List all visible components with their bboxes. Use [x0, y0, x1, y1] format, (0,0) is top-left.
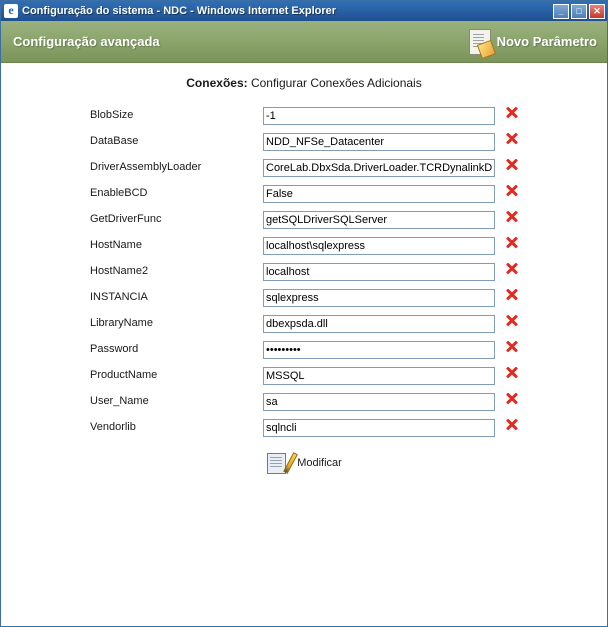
page-title: [1, 76, 607, 90]
page-body: [1, 21, 607, 626]
param-delete-cell: [498, 232, 524, 258]
param-label: Vendorlib: [90, 421, 136, 433]
delete-x-icon[interactable]: [504, 105, 519, 120]
table-row: [84, 284, 524, 310]
app-header: [1, 21, 607, 63]
edit-pencil-icon: [266, 450, 292, 476]
param-field: [262, 284, 498, 310]
param-label: INSTANCIA: [90, 291, 148, 303]
input-hostname2[interactable]: [263, 263, 495, 281]
table-row: [84, 180, 524, 206]
param-field: [262, 128, 498, 154]
param-label: LibraryName: [90, 317, 153, 329]
table-row: [84, 154, 524, 180]
param-delete-cell: [498, 336, 524, 362]
param-field: [262, 232, 498, 258]
param-delete-cell: [498, 388, 524, 414]
table-row: [84, 102, 524, 128]
param-field: [262, 310, 498, 336]
param-label: ProductName: [90, 369, 158, 381]
new-parameter-label: Novo Parâmetro: [496, 34, 597, 49]
param-delete-cell: [498, 310, 524, 336]
content-spacer: [1, 476, 607, 626]
param-label: DataBase: [90, 135, 139, 147]
delete-x-icon[interactable]: [504, 235, 519, 250]
minimize-button[interactable]: _: [553, 4, 569, 19]
title-bar: [1, 1, 607, 21]
table-row: [84, 310, 524, 336]
param-delete-cell: [498, 206, 524, 232]
param-field: [262, 414, 498, 440]
param-delete-cell: [498, 180, 524, 206]
param-label: DriverAssemblyLoader: [90, 161, 202, 173]
delete-x-icon[interactable]: [504, 157, 519, 172]
delete-x-icon[interactable]: [504, 313, 519, 328]
ie-icon: [4, 4, 18, 18]
input-getdriverfunc[interactable]: [263, 211, 495, 229]
param-delete-cell: [498, 102, 524, 128]
param-delete-cell: [498, 284, 524, 310]
param-label: User_Name: [90, 395, 149, 407]
input-instancia[interactable]: [263, 289, 495, 307]
page-title-prefix: Conexões:: [186, 76, 248, 90]
delete-x-icon[interactable]: [504, 261, 519, 276]
table-row: [84, 388, 524, 414]
param-field: [262, 362, 498, 388]
new-document-icon: [469, 29, 491, 55]
table-row: [84, 336, 524, 362]
param-field: [262, 102, 498, 128]
table-row: [84, 414, 524, 440]
param-field: [262, 154, 498, 180]
page-title-text: Configurar Conexões Adicionais: [247, 76, 422, 90]
delete-x-icon[interactable]: [504, 339, 519, 354]
input-database[interactable]: [263, 133, 495, 151]
param-delete-cell: [498, 154, 524, 180]
table-row: [84, 206, 524, 232]
param-delete-cell: [498, 258, 524, 284]
parameters-table: [84, 102, 524, 440]
input-hostname[interactable]: [263, 237, 495, 255]
param-label: GetDriverFunc: [90, 213, 162, 225]
table-row: [84, 362, 524, 388]
delete-x-icon[interactable]: [504, 391, 519, 406]
param-field: [262, 388, 498, 414]
param-delete-cell: [498, 128, 524, 154]
input-enablebcd[interactable]: [263, 185, 495, 203]
ie-icon-glyph: e: [8, 4, 14, 17]
param-field: [262, 336, 498, 362]
param-label: EnableBCD: [90, 187, 148, 199]
input-libraryname[interactable]: [263, 315, 495, 333]
param-field: [262, 180, 498, 206]
delete-x-icon[interactable]: [504, 209, 519, 224]
param-field: [262, 258, 498, 284]
delete-x-icon[interactable]: [504, 417, 519, 432]
main-content: [1, 63, 607, 626]
delete-x-icon[interactable]: [504, 287, 519, 302]
input-password[interactable]: [263, 341, 495, 359]
delete-x-icon[interactable]: [504, 183, 519, 198]
delete-x-icon[interactable]: [504, 131, 519, 146]
param-label: HostName: [90, 239, 142, 251]
param-delete-cell: [498, 414, 524, 440]
window-controls: [553, 4, 605, 19]
param-field: [262, 206, 498, 232]
input-vendorlib[interactable]: [263, 419, 495, 437]
modify-button-label: Modificar: [297, 457, 342, 469]
param-label: Password: [90, 343, 139, 355]
modify-button[interactable]: [1, 450, 607, 476]
table-row: [84, 258, 524, 284]
param-label: BlobSize: [90, 109, 134, 121]
table-row: [84, 232, 524, 258]
input-productname[interactable]: [263, 367, 495, 385]
close-button[interactable]: ✕: [589, 4, 605, 19]
table-row: [84, 128, 524, 154]
maximize-button[interactable]: □: [571, 4, 587, 19]
window-title: Configuração do sistema - NDC - Windows Internet Explorer: [22, 5, 337, 17]
new-parameter-button[interactable]: [469, 29, 597, 55]
input-user-name[interactable]: [263, 393, 495, 411]
param-label: HostName2: [90, 265, 149, 277]
delete-x-icon[interactable]: [504, 365, 519, 380]
input-driverassemblyloader[interactable]: [263, 159, 495, 177]
param-delete-cell: [498, 362, 524, 388]
input-blobsize[interactable]: [263, 107, 495, 125]
app-title: Configuração avançada: [13, 34, 160, 49]
